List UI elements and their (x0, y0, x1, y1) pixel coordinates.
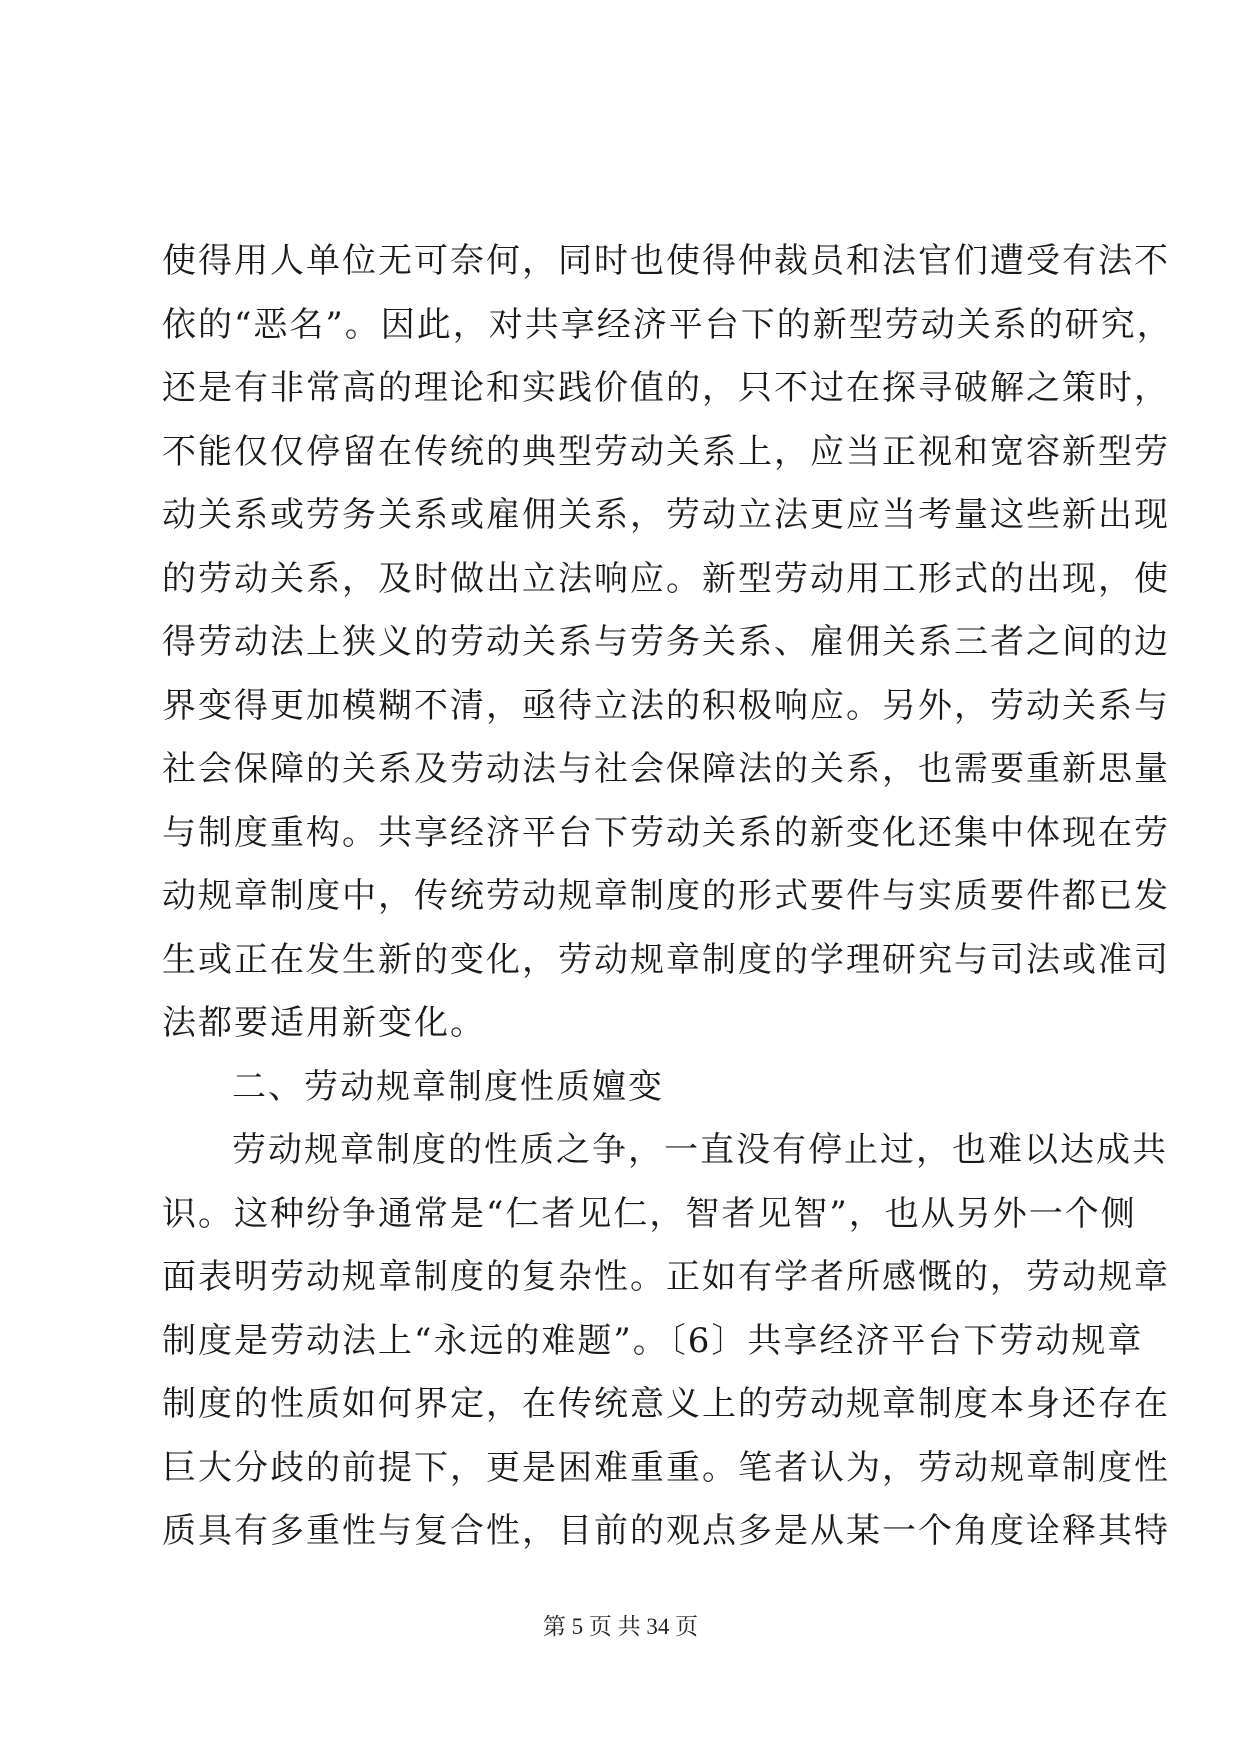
text-line: 使得用人单位无可奈何，同时也使得仲裁员和法官们遭受有法不 (162, 241, 1170, 281)
text-line: 动规章制度中，传统劳动规章制度的形式要件与实质要件都已发 (162, 876, 1170, 916)
page-number-footer: 第 5 页 共 34 页 (542, 1614, 699, 1639)
text-line: 法都要适用新变化。 (162, 1003, 486, 1043)
text-line: 生或正在发生新的变化，劳动规章制度的学理研究与司法或准司 (162, 939, 1170, 980)
text-line: 不能仅仅停留在传统的典型劳动关系上，应当正视和宽容新型劳 (162, 431, 1170, 472)
text-line: 巨大分歧的前提下，更是困难重重。笔者认为，劳动规章制度性 (162, 1447, 1170, 1488)
text-line: 质具有多重性与复合性，目前的观点多是从某一个角度诠释其特 (162, 1511, 1170, 1551)
text-line: 还是有非常高的理论和实践价值的，只不过在探寻破解之策时， (162, 368, 1170, 408)
paragraph-first-line: 劳动规章制度的性质之争，一直没有停止过，也难以达成共 (232, 1130, 1168, 1170)
text-line: 得劳动法上狭义的劳动关系与劳务关系、雇佣关系三者之间的边 (162, 622, 1170, 662)
text-line: 面表明劳动规章制度的复杂性。正如有学者所感慨的，劳动规章 (162, 1257, 1170, 1297)
text-line: 制度的性质如何界定，在传统意义上的劳动规章制度本身还存在 (162, 1384, 1170, 1424)
text-line: 动关系或劳务关系或雇佣关系，劳动立法更应当考量这些新出现 (162, 495, 1170, 535)
text-line: 社会保障的关系及劳动法与社会保障法的关系，也需要重新思量 (162, 749, 1170, 789)
text-line: 与制度重构。共享经济平台下劳动关系的新变化还集中体现在劳 (162, 812, 1170, 853)
text-line: 的劳动关系，及时做出立法响应。新型劳动用工形式的出现，使 (162, 558, 1170, 599)
text-line: 识。这种纷争通常是“仁者见仁，智者见智”，也从另外一个侧 (162, 1193, 1137, 1234)
text-line: 依的“恶名”。因此，对共享经济平台下的新型劳动关系的研究， (162, 304, 1173, 345)
text-line: 制度是劳动法上“永远的难题”。〔6〕共享经济平台下劳动规章 (162, 1320, 1144, 1361)
section-heading: 二、劳动规章制度性质嬗变 (232, 1066, 664, 1107)
body-text (162, 230, 1173, 1564)
text-line: 界变得更加模糊不清，亟待立法的积极响应。另外，劳动关系与 (162, 685, 1170, 726)
